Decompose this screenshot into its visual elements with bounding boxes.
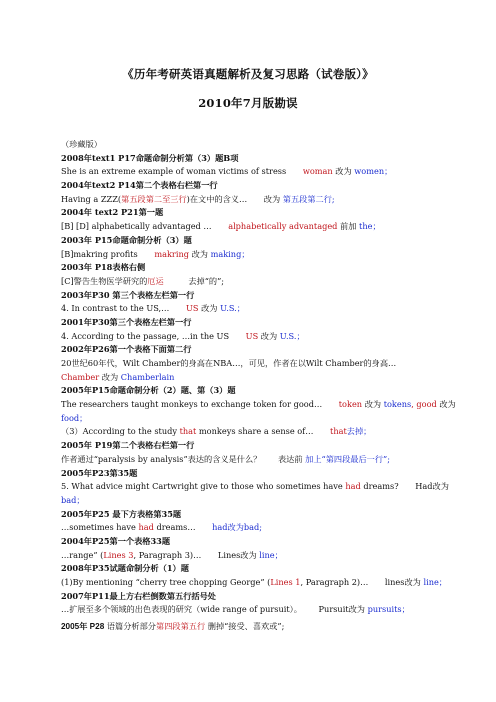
correction-word: line； (259, 549, 283, 560)
errata-detail (61, 412, 445, 426)
correction-word: 去掉； (346, 426, 372, 437)
error-word: US (245, 330, 259, 341)
change-verb: 改为 (432, 481, 449, 492)
error-word: had (345, 481, 361, 492)
errata-detail (61, 549, 445, 563)
correction-word: bad； (61, 494, 85, 505)
correction-word: making； (210, 248, 250, 259)
correction-word: had改为bad; (212, 522, 263, 533)
error-word: Lines 3 (103, 549, 134, 560)
errata-heading: 2004年P25第一个表格33题 (61, 535, 171, 546)
error-word: Lines 1 (270, 577, 301, 587)
error-word: 第五段第二至三行 (121, 193, 187, 204)
change-verb: 前加 (340, 221, 357, 232)
original-text: , Paragraph 3)… (133, 549, 202, 560)
errata-heading: 2004年 text2 P21第一题 (61, 207, 164, 218)
errata-heading: 2003年 P18表格右侧 (61, 262, 146, 273)
original-text: …扩展至多个领域的出色表现的研究（wide range of pursuit）。 (61, 604, 302, 615)
error-word: that (330, 426, 347, 437)
error-word: makring (154, 248, 189, 259)
original-text: [C]警告生物医学研究的 (61, 275, 148, 286)
correction-note: 删掉“接受、喜欢或”; (207, 621, 285, 632)
errata-detail (61, 165, 445, 179)
errata-detail (61, 620, 445, 634)
errata-heading: 2003年P30 第三个表格左栏第一行 (61, 289, 195, 300)
errata-heading: 2001年P30第三个表格左栏第一行 (61, 316, 192, 327)
error-word: US (185, 303, 199, 314)
change-verb: Pursuit改为 (318, 604, 365, 615)
original-text: Having a ZZZ( (61, 193, 122, 204)
errata-heading: 2005年 P19第二个表格右栏第一行 (61, 440, 195, 451)
original-text: She is an extreme example of woman victims of stress (61, 166, 287, 177)
original-text: The researchers taught monkeys to exchange token for good… (61, 399, 323, 410)
errata-heading: 2005年 P28 (61, 622, 105, 632)
correction-word: U.S.； (220, 303, 245, 314)
errata-detail (61, 603, 445, 617)
errata-list (61, 138, 456, 634)
edition-note: （珍藏版） (61, 139, 102, 149)
change-verb: 改为 (191, 248, 208, 259)
original-text: , Paragraph 2)… (300, 577, 369, 587)
error-word: woman (302, 166, 333, 177)
original-text: [B] [D] alphabetically advantaged … (61, 221, 212, 232)
original-text: [B]makring profits (61, 248, 138, 259)
error-word: , good (411, 399, 437, 410)
change-verb: 改为 (201, 303, 218, 314)
error-word: had (138, 522, 154, 533)
errata-heading: 2008年text1 P17命题命制分析第（3）题B项 (61, 152, 239, 163)
original-text: )在文中的含义… (186, 193, 248, 204)
correction-word: food； (61, 412, 88, 423)
correction-word: pursuits； (367, 604, 410, 615)
errata-heading: 2003年 P15命题命制分析（3）题 (61, 234, 192, 245)
original-text: …range” ( (61, 549, 104, 560)
change-verb: 改为 (335, 166, 352, 177)
correction-word: the； (359, 221, 381, 232)
change-verb: lines改为 (384, 577, 421, 587)
correction-note: 去掉“的”; (188, 275, 225, 286)
error-word: token (338, 399, 363, 410)
correction-word: 第五段第二行; (282, 193, 335, 204)
errata-detail (61, 302, 445, 316)
correction-word: U.S.； (279, 330, 305, 341)
errata-detail (61, 398, 456, 412)
errata-detail: 20世纪60年代，Wilt Chamber的身高在NBA…，可见，作者在以Wilt Chamber的身高… (61, 358, 397, 368)
change-verb: Lines改为 (217, 549, 257, 560)
errata-detail (61, 453, 445, 467)
errata-detail (61, 371, 445, 385)
errata-heading: 2005年P25 最下方表格第35题 (61, 508, 182, 519)
original-text: 5. What advice might Cartwright give to those who sometimes have (61, 481, 346, 492)
original-text: （3）According to the study (61, 426, 180, 437)
original-text: dreams… (153, 522, 196, 533)
errata-detail (61, 576, 445, 590)
errata-detail (61, 220, 445, 234)
change-verb: 改为 (260, 330, 278, 341)
correction-word: 加上“第四段最后一行”; (305, 453, 390, 464)
change-verb: 改为 (439, 399, 456, 410)
errata-detail (61, 193, 445, 207)
error-word: that (179, 426, 197, 437)
correction-word: women； (354, 166, 393, 177)
errata-detail (61, 248, 445, 262)
original-text: 4. In contrast to the US,… (61, 303, 170, 314)
original-text: …sometimes have (61, 522, 139, 533)
error-word: Had (415, 481, 433, 492)
original-text: dreams? (360, 481, 399, 492)
errata-heading: 2008年P35试题命制分析（1）题 (61, 563, 189, 574)
change-verb: 表达前 (277, 453, 303, 464)
change-verb: 改为 (364, 399, 382, 410)
errata-heading: 2005年P15命题命制分析（2）题、第（3）题 (61, 385, 236, 396)
errata-detail (61, 521, 445, 535)
original-text: 作者通过“paralysis by analysis”表达的含义是什么？ (61, 453, 262, 464)
correction-word: Chamberlain (120, 371, 175, 382)
errata-detail (61, 425, 445, 439)
original-text: monkeys share a sense of… (196, 426, 314, 437)
document-subtitle: 2010年7月版勘误 (198, 96, 298, 110)
original-text: 4. According to the passage, …in the US (61, 330, 230, 341)
errata-detail (61, 480, 449, 494)
errata-heading: 2007年P11最上方右栏倒数第五行括号处 (61, 590, 216, 601)
change-verb: 改为 (101, 371, 119, 382)
document-title: 《历年考研英语真题解析及复习思路（试卷版）》 (122, 67, 374, 81)
errata-heading: 2005年P23第35题 (61, 467, 138, 478)
errata-detail (61, 275, 445, 289)
errata-detail (61, 330, 445, 344)
correction-word: tokens (383, 399, 412, 410)
correction-word: line； (423, 577, 447, 587)
errata-heading: 2004年text2 P14第二个表格右栏第一行 (61, 180, 218, 191)
original-text: 语篇分析部分 (106, 621, 156, 632)
error-location: 第四段第五行 (156, 621, 206, 632)
error-word: alphabetically advantaged (228, 221, 338, 232)
original-text: (1)By mentioning “cherry tree chopping George” ( (61, 577, 271, 587)
error-word: 厄运 (147, 275, 164, 286)
error-word: Chamber (61, 371, 100, 382)
errata-heading: 2002年P26第一个表格下面第二行 (61, 344, 192, 355)
errata-detail (61, 494, 445, 508)
change-verb: 改为 (263, 193, 281, 204)
